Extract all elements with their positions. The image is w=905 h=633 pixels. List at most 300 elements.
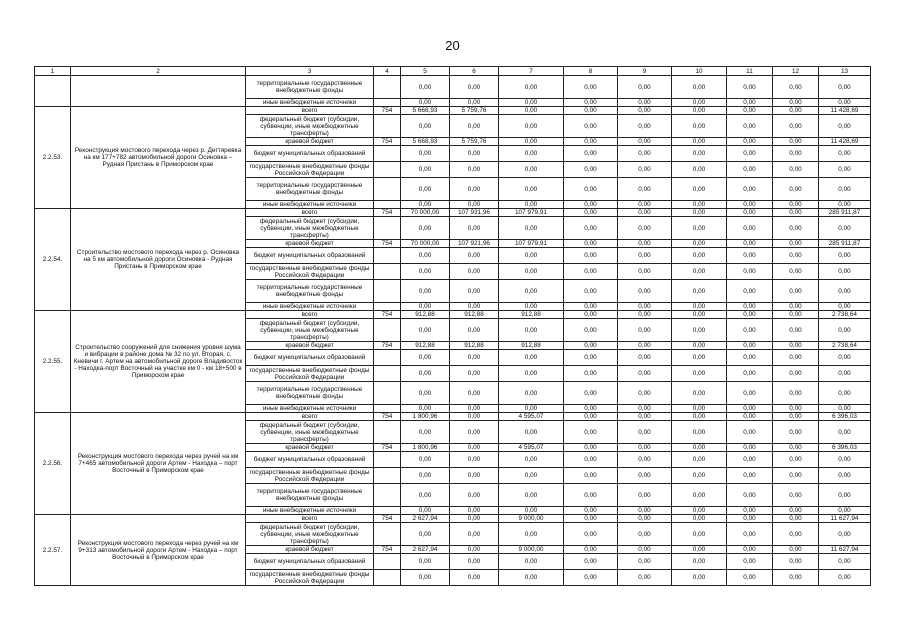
value-cell: 0,00: [499, 76, 564, 99]
value-cell: 0,00: [401, 99, 450, 107]
value-cell: 107 979,91: [499, 209, 564, 217]
value-cell: 0,00: [819, 303, 871, 311]
value-cell: 0,00: [450, 319, 499, 342]
value-cell: 0,00: [727, 413, 773, 421]
value-cell: 0,00: [401, 264, 450, 280]
source-cell: иные внебюджетные источники: [246, 405, 374, 413]
object-cell: Строительство мостового перехода через р. Осиновка на 5 км автомобильной дороги Осиновка - Рудная Пристань в Приморском крае: [71, 209, 246, 311]
value-cell: 0,00: [450, 444, 499, 452]
value-cell: 0,00: [564, 146, 618, 162]
source-cell: бюджет муниципальных образований: [246, 554, 374, 570]
value-cell: 0,00: [672, 342, 727, 350]
value-cell: 0,00: [727, 146, 773, 162]
value-cell: 0,00: [727, 484, 773, 507]
object-cell: [71, 76, 246, 107]
value-cell: 0,00: [499, 248, 564, 264]
value-cell: 0,00: [773, 546, 819, 554]
value-cell: 0,00: [773, 413, 819, 421]
value-cell: 0,00: [499, 507, 564, 515]
value-cell: 0,00: [564, 280, 618, 303]
value-cell: 0,00: [401, 248, 450, 264]
value-cell: 0,00: [564, 366, 618, 382]
value-cell: 0,00: [727, 342, 773, 350]
column-number-row: [35, 67, 871, 76]
value-cell: 0,00: [727, 107, 773, 115]
value-cell: 0,00: [618, 452, 672, 468]
source-cell: всего: [246, 107, 374, 115]
value-cell: 0,00: [672, 405, 727, 413]
source-cell: иные внебюджетные источники: [246, 99, 374, 107]
value-cell: 0,00: [499, 280, 564, 303]
value-cell: 0,00: [773, 115, 819, 138]
value-cell: 0,00: [499, 201, 564, 209]
value-cell: 0,00: [499, 366, 564, 382]
value-cell: 0,00: [672, 570, 727, 586]
table-row: [35, 311, 871, 319]
value-cell: 0,00: [672, 468, 727, 484]
value-cell: 0,00: [450, 507, 499, 515]
code-cell: [374, 468, 401, 484]
value-cell: 0,00: [401, 146, 450, 162]
value-cell: 0,00: [819, 484, 871, 507]
table-row: [35, 107, 871, 115]
value-cell: 0,00: [450, 280, 499, 303]
value-cell: 0,00: [499, 107, 564, 115]
value-cell: 0,00: [773, 178, 819, 201]
source-cell: краевой бюджет: [246, 240, 374, 248]
value-cell: 0,00: [564, 201, 618, 209]
value-cell: 0,00: [773, 264, 819, 280]
value-cell: 0,00: [450, 554, 499, 570]
value-cell: 0,00: [564, 507, 618, 515]
code-cell: [374, 570, 401, 586]
code-cell: 754: [374, 515, 401, 523]
value-cell: 6 396,03: [819, 413, 871, 421]
value-cell: 0,00: [618, 484, 672, 507]
value-cell: 0,00: [564, 452, 618, 468]
value-cell: 0,00: [727, 162, 773, 178]
code-cell: 754: [374, 546, 401, 554]
value-cell: 0,00: [564, 115, 618, 138]
code-cell: 754: [374, 138, 401, 146]
value-cell: 0,00: [618, 342, 672, 350]
value-cell: 0,00: [401, 280, 450, 303]
value-cell: 0,00: [672, 280, 727, 303]
value-cell: 0,00: [450, 115, 499, 138]
value-cell: 0,00: [499, 99, 564, 107]
table-row: [35, 76, 871, 99]
value-cell: 0,00: [499, 319, 564, 342]
value-cell: 0,00: [727, 240, 773, 248]
value-cell: 0,00: [401, 421, 450, 444]
value-cell: 0,00: [499, 217, 564, 240]
value-cell: 0,00: [618, 319, 672, 342]
value-cell: 0,00: [727, 280, 773, 303]
value-cell: 0,00: [727, 570, 773, 586]
value-cell: 0,00: [773, 468, 819, 484]
code-cell: 754: [374, 311, 401, 319]
value-cell: 0,00: [450, 162, 499, 178]
code-cell: [374, 115, 401, 138]
value-cell: 0,00: [401, 452, 450, 468]
column-number: 10: [672, 67, 727, 76]
value-cell: 912,88: [450, 342, 499, 350]
value-cell: 0,00: [773, 138, 819, 146]
value-cell: 0,00: [401, 468, 450, 484]
value-cell: 2 738,64: [819, 342, 871, 350]
code-cell: 754: [374, 107, 401, 115]
value-cell: 0,00: [819, 468, 871, 484]
value-cell: 0,00: [401, 570, 450, 586]
value-cell: 0,00: [672, 311, 727, 319]
value-cell: 0,00: [450, 178, 499, 201]
value-cell: 0,00: [819, 554, 871, 570]
value-cell: 0,00: [773, 342, 819, 350]
value-cell: 0,00: [499, 303, 564, 311]
value-cell: 0,00: [819, 382, 871, 405]
value-cell: 0,00: [819, 350, 871, 366]
value-cell: 0,00: [450, 570, 499, 586]
value-cell: 0,00: [564, 484, 618, 507]
value-cell: 0,00: [618, 311, 672, 319]
value-cell: 0,00: [773, 405, 819, 413]
code-cell: [374, 146, 401, 162]
value-cell: 0,00: [672, 444, 727, 452]
value-cell: 0,00: [727, 444, 773, 452]
financing-table: [34, 66, 871, 586]
value-cell: 0,00: [618, 178, 672, 201]
value-cell: 0,00: [401, 523, 450, 546]
value-cell: 0,00: [727, 554, 773, 570]
value-cell: 4 595,07: [499, 444, 564, 452]
value-cell: 0,00: [499, 523, 564, 546]
value-cell: 0,00: [499, 162, 564, 178]
value-cell: 0,00: [401, 178, 450, 201]
value-cell: 0,00: [819, 115, 871, 138]
value-cell: 0,00: [672, 421, 727, 444]
source-cell: федеральный бюджет (субсидии, субвенции, иные межбюджетные трансферты): [246, 421, 374, 444]
value-cell: 0,00: [618, 570, 672, 586]
source-cell: краевой бюджет: [246, 138, 374, 146]
value-cell: 0,00: [672, 546, 727, 554]
value-cell: 0,00: [618, 468, 672, 484]
value-cell: 0,00: [773, 515, 819, 523]
value-cell: 0,00: [727, 311, 773, 319]
source-cell: государственные внебюджетные фонды Российской Федерации: [246, 264, 374, 280]
value-cell: 912,88: [499, 342, 564, 350]
value-cell: 0,00: [499, 138, 564, 146]
value-cell: 0,00: [672, 76, 727, 99]
value-cell: 0,00: [819, 452, 871, 468]
value-cell: 0,00: [773, 421, 819, 444]
value-cell: 0,00: [618, 217, 672, 240]
source-cell: иные внебюджетные источники: [246, 303, 374, 311]
value-cell: 0,00: [672, 523, 727, 546]
value-cell: 5 668,93: [401, 107, 450, 115]
value-cell: 0,00: [499, 570, 564, 586]
value-cell: 0,00: [672, 350, 727, 366]
column-number: 5: [401, 67, 450, 76]
value-cell: 0,00: [727, 421, 773, 444]
value-cell: 0,00: [773, 99, 819, 107]
value-cell: 70 000,00: [401, 209, 450, 217]
code-cell: [374, 76, 401, 99]
value-cell: 6 396,03: [819, 444, 871, 452]
value-cell: 0,00: [450, 99, 499, 107]
value-cell: 0,00: [773, 217, 819, 240]
value-cell: 0,00: [499, 382, 564, 405]
value-cell: 0,00: [672, 248, 727, 264]
value-cell: 0,00: [401, 319, 450, 342]
value-cell: 0,00: [450, 405, 499, 413]
value-cell: 0,00: [819, 99, 871, 107]
value-cell: 11 627,94: [819, 546, 871, 554]
value-cell: 0,00: [450, 350, 499, 366]
code-cell: 754: [374, 342, 401, 350]
value-cell: 0,00: [672, 99, 727, 107]
code-cell: [374, 99, 401, 107]
value-cell: 0,00: [618, 413, 672, 421]
value-cell: 0,00: [727, 319, 773, 342]
value-cell: 0,00: [727, 546, 773, 554]
value-cell: 0,00: [564, 421, 618, 444]
value-cell: 0,00: [727, 138, 773, 146]
value-cell: 0,00: [618, 76, 672, 99]
value-cell: 0,00: [672, 507, 727, 515]
value-cell: 0,00: [819, 366, 871, 382]
code-cell: 754: [374, 209, 401, 217]
column-number: 1: [35, 67, 71, 76]
value-cell: 0,00: [499, 115, 564, 138]
value-cell: 0,00: [401, 405, 450, 413]
value-cell: 0,00: [401, 366, 450, 382]
source-cell: бюджет муниципальных образований: [246, 452, 374, 468]
value-cell: 107 931,96: [450, 209, 499, 217]
code-cell: [374, 507, 401, 515]
value-cell: 0,00: [773, 452, 819, 468]
code-cell: [374, 382, 401, 405]
source-cell: федеральный бюджет (субсидии, субвенции, иные межбюджетные трансферты): [246, 115, 374, 138]
value-cell: 0,00: [450, 421, 499, 444]
value-cell: 0,00: [618, 546, 672, 554]
value-cell: 0,00: [773, 570, 819, 586]
value-cell: 0,00: [618, 99, 672, 107]
value-cell: 0,00: [401, 382, 450, 405]
source-cell: всего: [246, 515, 374, 523]
value-cell: 0,00: [499, 484, 564, 507]
index-cell: 2.2.54.: [35, 209, 71, 311]
value-cell: 0,00: [672, 484, 727, 507]
value-cell: 0,00: [773, 107, 819, 115]
index-cell: [35, 76, 71, 107]
value-cell: 0,00: [773, 484, 819, 507]
value-cell: 0,00: [727, 99, 773, 107]
value-cell: 285 911,87: [819, 240, 871, 248]
value-cell: 0,00: [450, 248, 499, 264]
value-cell: 0,00: [401, 350, 450, 366]
value-cell: 0,00: [773, 209, 819, 217]
value-cell: 0,00: [819, 405, 871, 413]
source-cell: федеральный бюджет (субсидии, субвенции, иные межбюджетные трансферты): [246, 217, 374, 240]
source-cell: государственные внебюджетные фонды Российской Федерации: [246, 570, 374, 586]
value-cell: 0,00: [618, 146, 672, 162]
value-cell: 0,00: [672, 515, 727, 523]
value-cell: 0,00: [819, 507, 871, 515]
value-cell: 0,00: [727, 405, 773, 413]
value-cell: 0,00: [564, 554, 618, 570]
column-number: 6: [450, 67, 499, 76]
index-cell: 2.2.57.: [35, 515, 71, 586]
page-number: 20: [445, 38, 460, 53]
value-cell: 0,00: [618, 554, 672, 570]
value-cell: 912,88: [499, 311, 564, 319]
object-cell: Строительство сооружений для снижения уровня шума и вибрации в районе дома № 32 по ул. Вторая, с. Кневичи г. Артем на автомобильной дороге Владивосток - Находка-порт Восточный на участке км 0 - км 18+500 в Приморском крае: [71, 311, 246, 413]
value-cell: 0,00: [773, 554, 819, 570]
value-cell: 0,00: [564, 342, 618, 350]
source-cell: территориальные государственные внебюджетные фонды: [246, 178, 374, 201]
value-cell: 0,00: [618, 507, 672, 515]
value-cell: 0,00: [727, 201, 773, 209]
value-cell: 2 738,64: [819, 311, 871, 319]
value-cell: 0,00: [401, 507, 450, 515]
value-cell: 0,00: [727, 507, 773, 515]
index-cell: 2.2.56.: [35, 413, 71, 515]
value-cell: 0,00: [672, 162, 727, 178]
value-cell: 0,00: [618, 382, 672, 405]
value-cell: 70 000,00: [401, 240, 450, 248]
value-cell: 0,00: [450, 217, 499, 240]
value-cell: 0,00: [401, 115, 450, 138]
value-cell: 0,00: [819, 523, 871, 546]
source-cell: иные внебюджетные источники: [246, 201, 374, 209]
column-number: 3: [246, 67, 374, 76]
value-cell: 0,00: [773, 240, 819, 248]
value-cell: 0,00: [672, 366, 727, 382]
value-cell: 0,00: [819, 421, 871, 444]
source-cell: краевой бюджет: [246, 342, 374, 350]
value-cell: 0,00: [672, 554, 727, 570]
value-cell: 0,00: [672, 209, 727, 217]
column-number: 11: [727, 67, 773, 76]
value-cell: 0,00: [773, 248, 819, 264]
source-cell: государственные внебюджетные фонды Российской Федерации: [246, 468, 374, 484]
value-cell: 0,00: [450, 146, 499, 162]
value-cell: 0,00: [499, 554, 564, 570]
value-cell: 0,00: [499, 468, 564, 484]
code-cell: [374, 350, 401, 366]
value-cell: 0,00: [564, 350, 618, 366]
value-cell: 0,00: [727, 468, 773, 484]
source-cell: иные внебюджетные источники: [246, 507, 374, 515]
value-cell: 0,00: [450, 201, 499, 209]
value-cell: 0,00: [773, 280, 819, 303]
value-cell: 0,00: [773, 382, 819, 405]
value-cell: 912,88: [401, 342, 450, 350]
value-cell: 0,00: [618, 162, 672, 178]
column-number: 12: [773, 67, 819, 76]
source-cell: бюджет муниципальных образований: [246, 248, 374, 264]
value-cell: 0,00: [450, 484, 499, 507]
source-cell: бюджет муниципальных образований: [246, 350, 374, 366]
index-cell: 2.2.55.: [35, 311, 71, 413]
code-cell: [374, 319, 401, 342]
value-cell: 0,00: [564, 76, 618, 99]
source-cell: всего: [246, 209, 374, 217]
value-cell: 0,00: [564, 107, 618, 115]
source-cell: территориальные государственные внебюджетные фонды: [246, 280, 374, 303]
value-cell: 0,00: [499, 264, 564, 280]
source-cell: краевой бюджет: [246, 546, 374, 554]
value-cell: 0,00: [819, 146, 871, 162]
value-cell: 5 759,76: [450, 138, 499, 146]
value-cell: 0,00: [773, 319, 819, 342]
value-cell: 0,00: [773, 523, 819, 546]
code-cell: 754: [374, 240, 401, 248]
object-cell: Реконструкция мостового перехода через ручей на км 7+465 автомобильной дороги Артем - Находка – порт Восточный в Приморском крае: [71, 413, 246, 515]
value-cell: 107 921,96: [450, 240, 499, 248]
column-number: 8: [564, 67, 618, 76]
column-number: 9: [618, 67, 672, 76]
column-number: 7: [499, 67, 564, 76]
value-cell: 0,00: [618, 350, 672, 366]
value-cell: 0,00: [618, 523, 672, 546]
value-cell: 0,00: [618, 405, 672, 413]
code-cell: [374, 201, 401, 209]
source-cell: федеральный бюджет (субсидии, субвенции, иные межбюджетные трансферты): [246, 523, 374, 546]
value-cell: 0,00: [499, 350, 564, 366]
value-cell: 0,00: [727, 523, 773, 546]
value-cell: 0,00: [450, 366, 499, 382]
value-cell: 0,00: [773, 311, 819, 319]
code-cell: [374, 484, 401, 507]
value-cell: 0,00: [618, 421, 672, 444]
value-cell: 0,00: [401, 76, 450, 99]
value-cell: 0,00: [564, 311, 618, 319]
value-cell: 0,00: [819, 319, 871, 342]
object-cell: Реконструкция мостового перехода через ручей на км 9+313 автомобильной дороги Артем - Находка – порт Восточный в Приморском крае: [71, 515, 246, 586]
code-cell: [374, 217, 401, 240]
code-cell: [374, 162, 401, 178]
value-cell: 0,00: [564, 264, 618, 280]
value-cell: 0,00: [672, 178, 727, 201]
code-cell: 754: [374, 413, 401, 421]
value-cell: 0,00: [564, 546, 618, 554]
value-cell: 0,00: [450, 452, 499, 468]
source-cell: всего: [246, 413, 374, 421]
value-cell: 0,00: [401, 201, 450, 209]
value-cell: 0,00: [819, 201, 871, 209]
value-cell: 0,00: [564, 99, 618, 107]
value-cell: 0,00: [618, 201, 672, 209]
value-cell: 0,00: [672, 240, 727, 248]
value-cell: 9 000,00: [499, 515, 564, 523]
source-cell: бюджет муниципальных образований: [246, 146, 374, 162]
value-cell: 0,00: [773, 350, 819, 366]
value-cell: 5 668,93: [401, 138, 450, 146]
value-cell: 0,00: [819, 76, 871, 99]
value-cell: 0,00: [727, 178, 773, 201]
value-cell: 0,00: [564, 413, 618, 421]
column-number: 4: [374, 67, 401, 76]
source-cell: краевой бюджет: [246, 444, 374, 452]
value-cell: 0,00: [564, 382, 618, 405]
value-cell: 0,00: [672, 452, 727, 468]
value-cell: 0,00: [672, 138, 727, 146]
value-cell: 0,00: [564, 138, 618, 146]
code-cell: [374, 366, 401, 382]
column-number: 13: [819, 67, 871, 76]
code-cell: [374, 554, 401, 570]
